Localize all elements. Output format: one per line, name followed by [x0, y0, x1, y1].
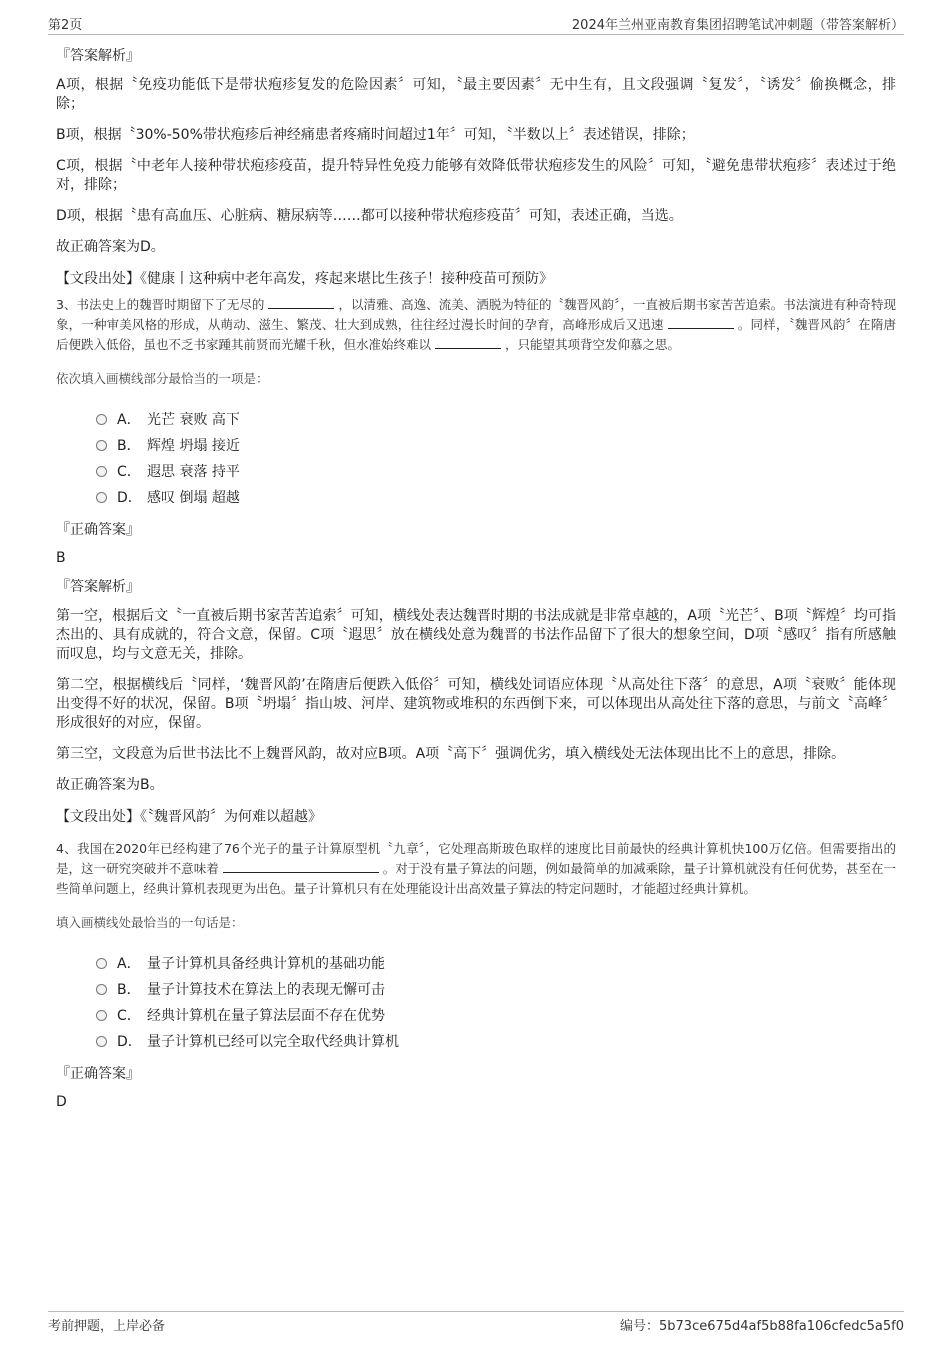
option-b[interactable]: B． 量子计算技术在算法上的表现无懈可击: [96, 977, 896, 1003]
radio-icon[interactable]: [96, 1010, 107, 1021]
correct-answer-label: 『正确答案』: [56, 1066, 140, 1082]
radio-icon[interactable]: [96, 440, 107, 451]
radio-icon[interactable]: [96, 1036, 107, 1047]
option-d[interactable]: D． 感叹 倒塌 超越: [96, 485, 896, 511]
blank-line: [668, 315, 734, 329]
document-id: 编号：5b73ce675d4af5b88fa106cfedc5a5f0: [620, 1319, 904, 1334]
option-a[interactable]: A． 量子计算机具备经典计算机的基础功能: [96, 951, 896, 977]
analysis-paragraph: B项，根据〝30%-50%带状疱疹后神经痛患者疼痛时间超过1年〞可知，〝半数以上〞表述错误，排除；: [56, 127, 695, 143]
option-b[interactable]: B． 辉煌 坍塌 接近: [96, 433, 896, 459]
correct-answer-label: 『正确答案』: [56, 522, 140, 538]
radio-icon[interactable]: [96, 414, 107, 425]
footer-slogan: 考前押题，上岸必备: [48, 1319, 166, 1334]
option-c[interactable]: C． 遐思 衰落 持平: [96, 459, 896, 485]
radio-icon[interactable]: [96, 466, 107, 477]
question-3-text: 3、书法史上的魏晋时期留下了无尽的 ，以清雅、高逸、流美、洒脱为特征的〝魏晋风韵〞，一直被后期书家苦苦追索。书法演进有种奇特现象，一种审美风格的形成，从萌动、滋生、繁茂、壮大到成熟，往往经过漫长时间的孕育，高峰形成后又迅速 。同样，〝魏晋风韵〞在隋唐后便跌入低俗，虽也不乏书家踵其前贤而光耀千秋，但水准始终难以 ，只能望其项背空发仰慕之思。: [56, 297, 896, 352]
analysis-paragraph: A项，根据〝免疫功能低下是带状疱疹复发的危险因素〞可知，〝最主要因素〞无中生有，且文段强调〝复发〞，〝诱发〞偷换概念，排除；: [56, 77, 896, 112]
blank-line: [435, 335, 501, 349]
analysis-label: 『答案解析』: [56, 579, 140, 595]
page-header: [48, 14, 904, 35]
question-4-text: 4、我国在2020年已经构建了76个光子的量子计算原型机〝九章〞，它处理高斯玻色取样的速度比目前最快的经典计算机快100万亿倍。但需要指出的是，这一研究突破并不意味着 。对于没有量子算法的问题，例如最简单的加减乘除，量子计算机就没有任何优势，甚至在一些简单问题上，经典计算机表现更为出色。量子计算机只有在处理能设计出高效量子算法的特定问题时，才能超过经典计算机。: [56, 841, 896, 896]
correct-answer-value: D: [56, 1094, 67, 1110]
conclusion-paragraph: 故正确答案为D。: [56, 239, 165, 255]
question-4-prompt: 填入画横线处最恰当的一句话是：: [56, 915, 244, 930]
question-4-options: [96, 951, 896, 1055]
analysis-paragraph: D项，根据〝患有高血压、心脏病、糖尿病等……都可以接种带状疱疹疫苗〞可知，表述正确，当选。: [56, 208, 683, 224]
radio-icon[interactable]: [96, 492, 107, 503]
question-3-options: [96, 407, 896, 511]
option-d[interactable]: D． 量子计算机已经可以完全取代经典计算机: [96, 1029, 896, 1055]
analysis-paragraph: 第二空，根据横线后〝同样，‘魏晋风韵’在隋唐后便跌入低俗〞可知，横线处词语应体现〝从高处往下落〞的意思，A项〝衰败〞能体现出变得不好的状况，保留。B项〝坍塌〞指山坡、河岸、建筑物或堆积的东西倒下来，可以体现出从高处往下落的意思，与前文〝高峰〞形成很好的对应，保留。: [56, 677, 896, 731]
document-title: 2024年兰州亚南教育集团招聘笔试冲刺题（带答案解析）: [571, 18, 904, 33]
option-a[interactable]: A． 光芒 衰败 高下: [96, 407, 896, 433]
correct-answer-value: B: [56, 550, 66, 566]
page-number: 第2页: [48, 18, 83, 33]
source-citation: 【文段出处】《健康丨这种病中老年高发，疼起来堪比生孩子！接种疫苗可预防》: [56, 271, 553, 287]
page-content: [56, 46, 896, 1121]
analysis-label: 『答案解析』: [56, 48, 140, 64]
source-citation: 【文段出处】《〝魏晋风韵〞为何难以超越》: [56, 809, 322, 825]
analysis-paragraph: C项，根据〝中老年人接种带状疱疹疫苗，提升特异性免疫力能够有效降低带状疱疹发生的风险〞可知，〝避免患带状疱疹〞表述过于绝对，排除；: [56, 158, 896, 193]
blank-line: [223, 859, 379, 873]
question-3-prompt: 依次填入画横线部分最恰当的一项是：: [56, 371, 269, 386]
analysis-paragraph: 第一空，根据后文〝一直被后期书家苦苦追索〞可知，横线处表达魏晋时期的书法成就是非常卓越的，A项〝光芒〞、B项〝辉煌〞均可指杰出的、具有成就的，符合文意，保留。C项〝遐思〞放在横线处意为魏晋的书法作品留下了很大的想象空间，D项〝感叹〞指有所感触而叹息，均与文意无关，排除。: [56, 608, 896, 662]
page-footer: [48, 1311, 904, 1334]
radio-icon[interactable]: [96, 984, 107, 995]
option-c[interactable]: C． 经典计算机在量子算法层面不存在优势: [96, 1003, 896, 1029]
blank-line: [268, 295, 334, 309]
radio-icon[interactable]: [96, 958, 107, 969]
analysis-paragraph: 第三空，文段意为后世书法比不上魏晋风韵，故对应B项。A项〝高下〞强调优劣，填入横线处无法体现出比不上的意思，排除。: [56, 746, 846, 762]
conclusion-paragraph: 故正确答案为B。: [56, 777, 164, 793]
